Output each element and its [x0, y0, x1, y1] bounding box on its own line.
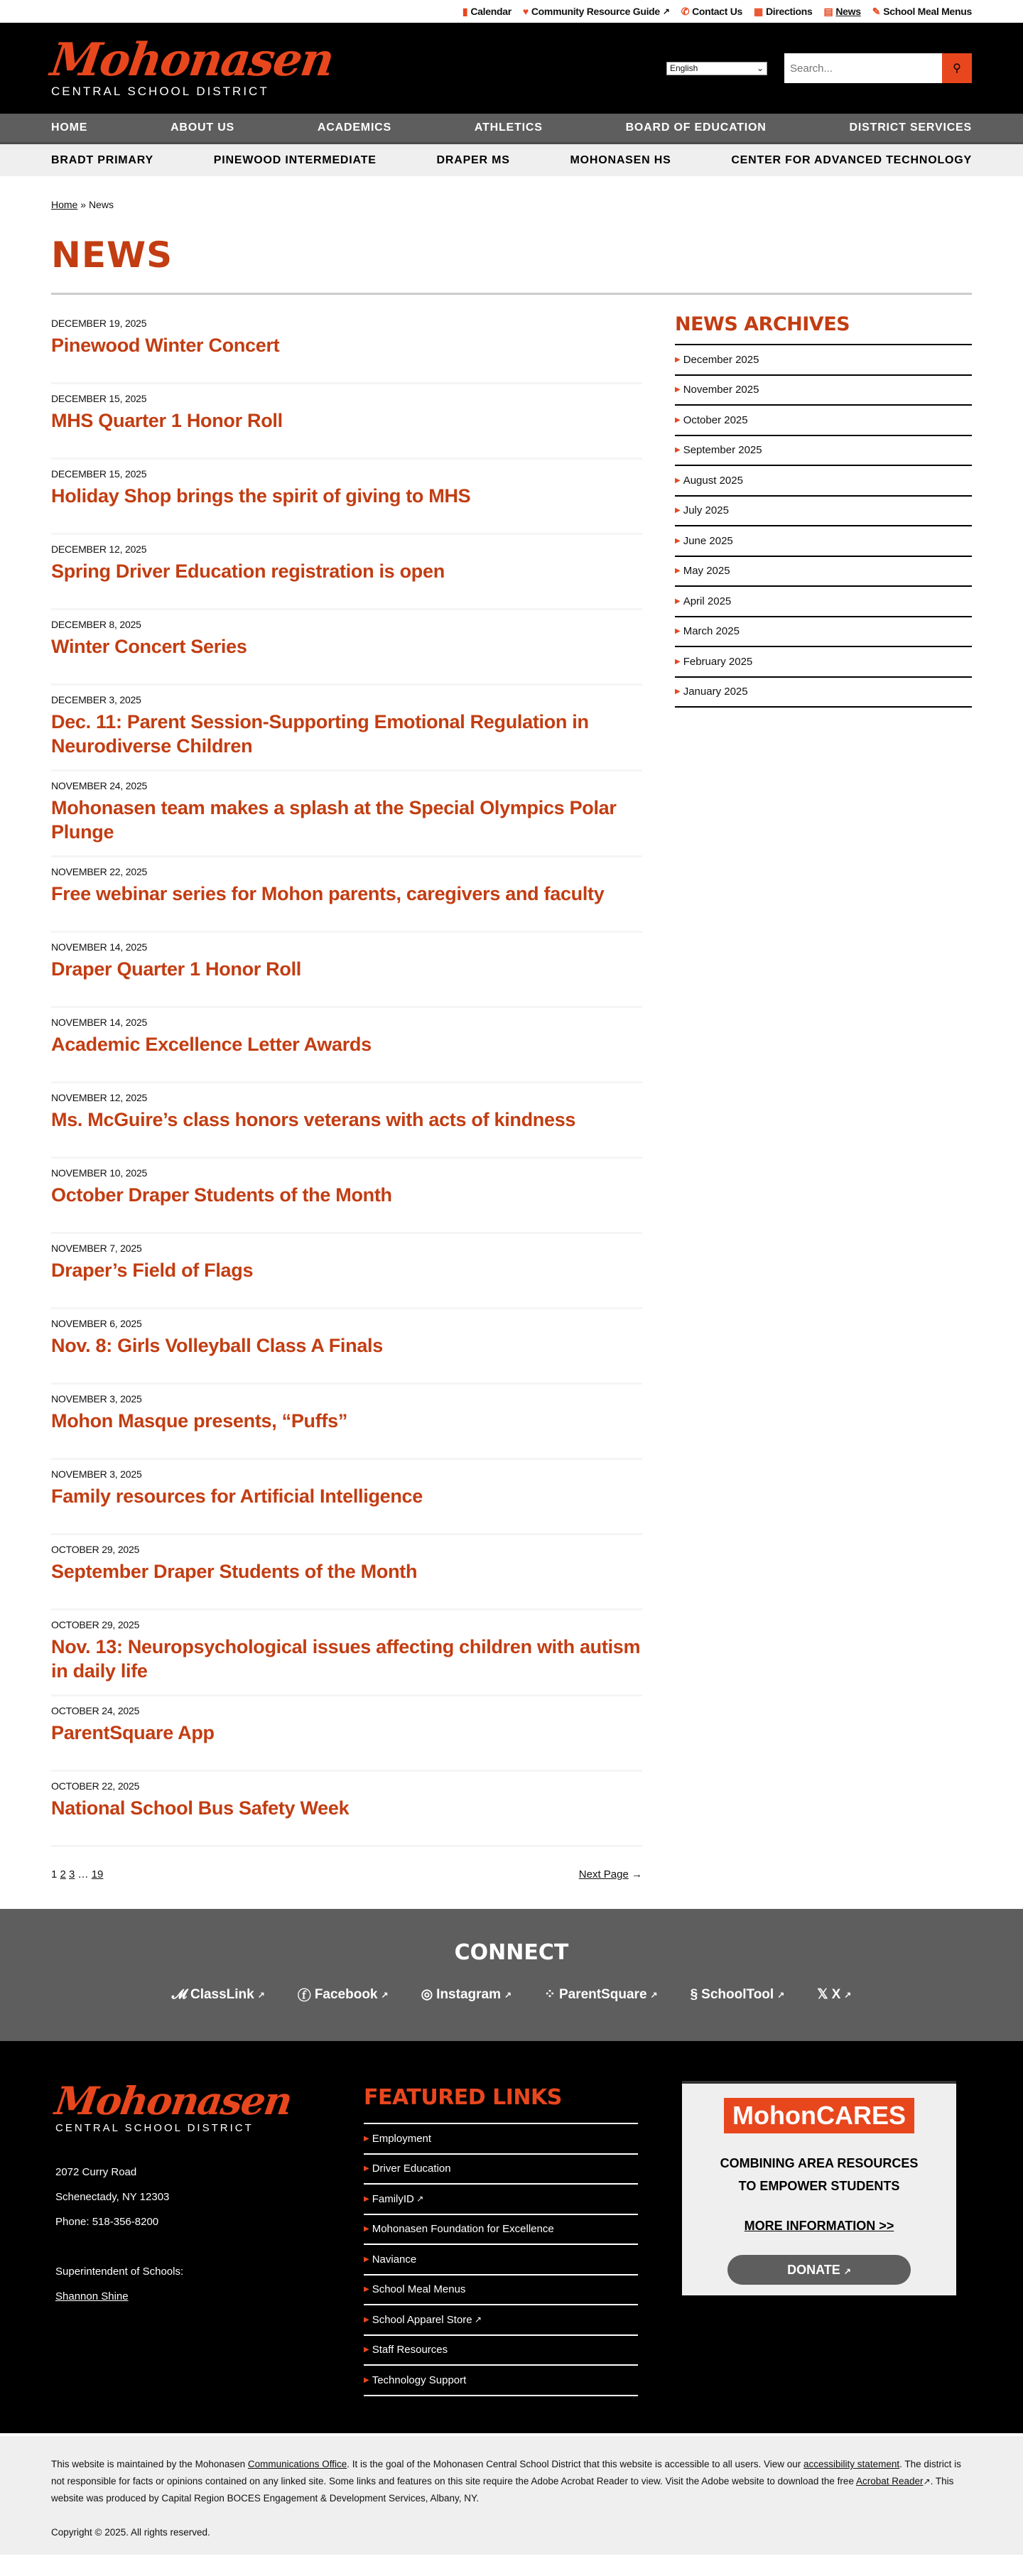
- news-list: [51, 295, 642, 1909]
- news-date: OCTOBER 22, 2025: [51, 1780, 140, 1792]
- news-date: NOVEMBER 7, 2025: [51, 1243, 142, 1254]
- featured-link[interactable]: [364, 2336, 638, 2366]
- archive-item[interactable]: [675, 436, 972, 467]
- news-item: [51, 1611, 642, 1696]
- news-item: [51, 460, 642, 535]
- heart-icon: ♥: [522, 6, 529, 17]
- news-item: [51, 1159, 642, 1234]
- news-title-link[interactable]: Academic Excellence Letter Awards: [51, 1034, 372, 1055]
- featured-link-label[interactable]: Technology Support: [372, 2374, 467, 2386]
- social-label: ClassLink: [190, 1986, 254, 2002]
- connect-section: [0, 1909, 1023, 2041]
- external-link-icon: ↗: [843, 2266, 851, 2276]
- logo-subtitle: CENTRAL SCHOOL DISTRICT: [51, 85, 269, 98]
- news-item: [51, 1008, 642, 1083]
- news-title-link[interactable]: Ms. McGuire’s class honors veterans with acts of kindness: [51, 1109, 576, 1130]
- utility-link-community-resource-guide[interactable]: [523, 6, 670, 17]
- phone: Phone: 518-356-8200: [55, 2216, 159, 2228]
- news-item: [51, 384, 642, 460]
- school-nav: [0, 144, 1023, 176]
- pagination: [51, 1847, 642, 1909]
- school-nav-item[interactable]: PINEWOOD INTERMEDIATE: [213, 153, 377, 166]
- nav-item[interactable]: ABOUT US: [170, 121, 235, 134]
- archive-link[interactable]: December 2025: [683, 353, 759, 366]
- news-title-link[interactable]: Mohon Masque presents, “Puffs”: [51, 1410, 348, 1432]
- news-date: OCTOBER 29, 2025: [51, 1544, 140, 1555]
- page-current: 1: [51, 1868, 58, 1880]
- archive-item[interactable]: [675, 617, 972, 648]
- news-date: DECEMBER 8, 2025: [51, 619, 141, 630]
- caret-right-icon: ▶: [364, 2376, 369, 2384]
- caret-right-icon: ▶: [675, 536, 681, 545]
- archives-heading: NEWS ARCHIVES: [675, 309, 972, 345]
- news-title-link[interactable]: Family resources for Artificial Intelligence: [51, 1485, 423, 1507]
- news-item: [51, 610, 642, 686]
- caret-right-icon: ▶: [364, 2225, 369, 2234]
- nav-item[interactable]: ACADEMICS: [317, 121, 392, 134]
- news-date: NOVEMBER 22, 2025: [51, 866, 148, 877]
- utility-link-label: Community Resource Guide: [531, 6, 660, 17]
- featured-link-label[interactable]: Staff Resources: [372, 2344, 448, 2356]
- external-link-icon: ↗: [844, 1989, 852, 2000]
- news-date: DECEMBER 15, 2025: [51, 393, 147, 404]
- archive-link[interactable]: January 2025: [683, 686, 748, 698]
- news-title-link[interactable]: Draper’s Field of Flags: [51, 1260, 254, 1281]
- news-date: DECEMBER 15, 2025: [51, 468, 147, 480]
- featured-link[interactable]: [364, 2215, 638, 2246]
- external-link-icon: ↗: [923, 2477, 931, 2486]
- featured-link[interactable]: [364, 2185, 638, 2215]
- news-item: [51, 1083, 642, 1159]
- calendar-icon: ▮: [462, 5, 468, 17]
- breadcrumb: [0, 176, 1023, 210]
- featured-link-label[interactable]: Driver Education: [372, 2163, 451, 2175]
- page-link[interactable]: 19: [91, 1868, 104, 1880]
- news-date: OCTOBER 24, 2025: [51, 1705, 140, 1716]
- schooltool-icon: §: [690, 1986, 698, 2002]
- caret-right-icon: ▶: [675, 627, 681, 636]
- carrot-icon: ✎: [872, 5, 881, 17]
- archive-link[interactable]: May 2025: [683, 565, 730, 578]
- site-header: [0, 23, 1023, 114]
- caret-right-icon: ▶: [675, 446, 681, 455]
- footer-logo[interactable]: [52, 2078, 364, 2134]
- news-item: [51, 933, 642, 1008]
- news-date: NOVEMBER 3, 2025: [51, 1393, 142, 1405]
- featured-link[interactable]: [364, 2275, 638, 2306]
- news-date: OCTOBER 29, 2025: [51, 1619, 140, 1630]
- caret-right-icon: ▶: [675, 386, 681, 394]
- caret-right-icon: ▶: [675, 597, 681, 605]
- legal-footer: [0, 2433, 1023, 2555]
- logo-wordmark: Mohonasen: [47, 33, 337, 87]
- page-link[interactable]: 3: [69, 1868, 75, 1880]
- caret-right-icon: ▶: [675, 567, 681, 575]
- utility-link-contact-us[interactable]: [681, 6, 742, 18]
- social-label: ParentSquare: [558, 1986, 647, 2002]
- news-date: NOVEMBER 6, 2025: [51, 1318, 142, 1329]
- logo-subtitle: CENTRAL SCHOOL DISTRICT: [55, 2122, 254, 2134]
- featured-link[interactable]: [364, 2155, 638, 2185]
- news-item: [51, 1309, 642, 1385]
- news-date: DECEMBER 12, 2025: [51, 543, 147, 555]
- social-link-schooltool[interactable]: [691, 1985, 785, 2004]
- news-title-link[interactable]: Free webinar series for Mohon parents, caregivers and faculty: [51, 883, 605, 904]
- search-icon: ⚲: [953, 63, 961, 75]
- phone-icon: ✆: [681, 5, 690, 17]
- news-title-link[interactable]: Winter Concert Series: [51, 636, 247, 657]
- cares-tagline: TO EMPOWER STUDENTS: [738, 2179, 900, 2193]
- archive-item[interactable]: [675, 557, 972, 588]
- caret-right-icon: ▶: [675, 355, 681, 364]
- school-nav-item[interactable]: BRADT PRIMARY: [51, 153, 154, 166]
- breadcrumb-home[interactable]: Home: [51, 199, 78, 210]
- utility-link-label: School Meal Menus: [883, 6, 972, 17]
- external-link-icon: ↗: [381, 1989, 389, 2000]
- caret-right-icon: ▶: [364, 2285, 369, 2294]
- news-title-link[interactable]: MHS Quarter 1 Honor Roll: [51, 410, 283, 431]
- caret-right-icon: ▶: [675, 688, 681, 696]
- nav-item[interactable]: DISTRICT SERVICES: [849, 121, 972, 134]
- archive-item[interactable]: [675, 376, 972, 406]
- nav-item[interactable]: BOARD OF EDUCATION: [625, 121, 767, 134]
- archive-item[interactable]: [675, 345, 972, 376]
- news-date: NOVEMBER 14, 2025: [51, 1017, 148, 1028]
- chevron-down-icon: ⌄: [756, 63, 764, 73]
- school-nav-item[interactable]: CENTER FOR ADVANCED TECHNOLOGY: [731, 153, 972, 166]
- news-title-link[interactable]: Dec. 11: Parent Session-Supporting Emotional Regulation in Neurodiverse Children: [51, 711, 589, 757]
- classlink-icon: 𝓜: [171, 1986, 187, 2002]
- instagram-icon: ◎: [421, 1987, 433, 2002]
- archive-link[interactable]: March 2025: [683, 625, 740, 638]
- archive-link[interactable]: June 2025: [683, 534, 733, 547]
- news-title-link[interactable]: Nov. 8: Girls Volleyball Class A Finals: [51, 1335, 383, 1356]
- news-title-link[interactable]: Nov. 13: Neuropsychological issues affecting children with autism in daily life: [51, 1636, 641, 1682]
- social-link-facebook[interactable]: [298, 1985, 389, 2004]
- news-title-link[interactable]: Holiday Shop brings the spirit of giving to MHS: [51, 485, 471, 507]
- connect-heading: CONNECT: [454, 1940, 569, 1965]
- school-nav-item[interactable]: MOHONASEN HS: [570, 153, 671, 166]
- utility-link-directions[interactable]: [754, 6, 812, 18]
- news-title-link[interactable]: September Draper Students of the Month: [51, 1561, 418, 1582]
- featured-link-label[interactable]: FamilyID: [372, 2192, 414, 2205]
- page-link[interactable]: 2: [60, 1868, 66, 1880]
- page-title: NEWS: [51, 234, 173, 276]
- text: . It is the goal of the Mohonasen Central School District that this website is accessible to all users. View our: [347, 2459, 804, 2469]
- superintendent-label: Superintendent of Schools:: [55, 2266, 184, 2278]
- archive-link[interactable]: February 2025: [683, 655, 753, 668]
- external-link-icon: ↗: [413, 2194, 424, 2204]
- news-item: [51, 1772, 642, 1847]
- legal-text: [51, 2456, 972, 2507]
- archive-link[interactable]: April 2025: [683, 595, 732, 607]
- social-link-instagram[interactable]: [421, 1985, 512, 2004]
- address: [55, 2160, 364, 2309]
- main-nav: [0, 114, 1023, 144]
- archive-item[interactable]: [675, 678, 972, 708]
- external-link-icon: ↗: [777, 1989, 785, 2000]
- caret-right-icon: ▶: [675, 416, 681, 424]
- caret-right-icon: ▶: [675, 657, 681, 666]
- news-item: [51, 1234, 642, 1309]
- utility-link-label: Contact Us: [692, 6, 743, 17]
- archive-link[interactable]: August 2025: [683, 474, 743, 487]
- copyright: Copyright © 2025. All rights reserved.: [51, 2527, 210, 2538]
- social-link-x[interactable]: [817, 1985, 851, 2004]
- news-date: NOVEMBER 10, 2025: [51, 1167, 148, 1179]
- featured-link-label[interactable]: Mohonasen Foundation for Excellence: [372, 2223, 554, 2236]
- text: This website is maintained by the Mohonasen: [51, 2459, 248, 2469]
- newspaper-icon: ▤: [823, 5, 833, 17]
- acrobat-reader-link[interactable]: Acrobat Reader: [855, 2476, 924, 2486]
- external-link-icon: ↗: [504, 1989, 512, 2000]
- news-item: [51, 1385, 642, 1460]
- news-date: DECEMBER 19, 2025: [51, 318, 147, 329]
- arrow-right-icon: →: [632, 1868, 642, 1880]
- caret-right-icon: ▶: [364, 2346, 369, 2354]
- logo-wordmark: Mohonasen: [52, 2078, 294, 2123]
- search-input[interactable]: [784, 53, 942, 83]
- next-page-link[interactable]: Next Page: [578, 1868, 629, 1880]
- external-link-icon: ↗: [662, 6, 670, 16]
- archive-link[interactable]: September 2025: [683, 444, 762, 457]
- news-title-link[interactable]: Pinewood Winter Concert: [51, 335, 280, 356]
- archive-item[interactable]: [675, 526, 972, 557]
- news-date: DECEMBER 3, 2025: [51, 694, 141, 705]
- archive-link[interactable]: November 2025: [683, 384, 759, 396]
- caret-right-icon: ▶: [675, 476, 681, 485]
- social-label: Instagram: [436, 1986, 501, 2002]
- featured-link[interactable]: [364, 2245, 638, 2275]
- news-title-link[interactable]: National School Bus Safety Week: [51, 1797, 350, 1819]
- featured-link[interactable]: [364, 2124, 638, 2155]
- featured-links-heading: FEATURED LINKS: [364, 2081, 638, 2124]
- donate-button[interactable]: [727, 2255, 911, 2285]
- donate-label: DONATE: [787, 2263, 840, 2277]
- news-item: [51, 1696, 642, 1772]
- caret-right-icon: ▶: [364, 2134, 369, 2143]
- featured-link[interactable]: [364, 2366, 638, 2396]
- archive-item[interactable]: [675, 406, 972, 436]
- mohoncares-badge: MohonCARES: [724, 2098, 914, 2133]
- text: . This website was produced by Capital Region BOCES Engagement & Development Services, Albany, NY.: [51, 2476, 954, 2504]
- utility-link-label: Directions: [765, 6, 813, 17]
- map-icon: ▦: [754, 5, 763, 17]
- cares-tagline: COMBINING AREA RESOURCES: [720, 2156, 919, 2170]
- news-date: NOVEMBER 12, 2025: [51, 1092, 148, 1103]
- news-title-link[interactable]: Spring Driver Education registration is open: [51, 561, 445, 582]
- utility-link-school-meal-menus[interactable]: [872, 6, 972, 18]
- breadcrumb-separator: »: [80, 199, 87, 210]
- social-label: SchoolTool: [701, 1986, 774, 2002]
- news-date: NOVEMBER 3, 2025: [51, 1468, 142, 1480]
- language-select[interactable]: [666, 62, 767, 75]
- nav-item[interactable]: ATHLETICS: [474, 121, 543, 134]
- school-nav-item[interactable]: DRAPER MS: [436, 153, 510, 166]
- district-logo[interactable]: [47, 33, 337, 99]
- archive-link[interactable]: July 2025: [683, 504, 729, 517]
- news-item: [51, 686, 642, 772]
- news-title-link[interactable]: Draper Quarter 1 Honor Roll: [51, 958, 301, 980]
- archive-item[interactable]: [675, 466, 972, 497]
- social-link-classlink[interactable]: [172, 1985, 265, 2004]
- caret-right-icon: ▶: [364, 2195, 369, 2203]
- news-date: NOVEMBER 14, 2025: [51, 941, 148, 953]
- caret-right-icon: ▶: [364, 2315, 369, 2324]
- superintendent-link[interactable]: Shannon Shine: [55, 2290, 129, 2302]
- mohoncares-box: [682, 2081, 956, 2295]
- external-link-icon: ↗: [257, 1989, 265, 2000]
- search-button[interactable]: [942, 53, 972, 83]
- news-date: NOVEMBER 24, 2025: [51, 780, 148, 791]
- news-item: [51, 1535, 642, 1611]
- archive-item[interactable]: [675, 497, 972, 527]
- featured-link-label[interactable]: School Meal Menus: [372, 2283, 466, 2296]
- x-icon: 𝕏: [817, 1987, 828, 2002]
- featured-link[interactable]: [364, 2305, 638, 2336]
- featured-link-label[interactable]: Naviance: [372, 2253, 417, 2266]
- news-item: [51, 1460, 642, 1535]
- address-line: 2072 Curry Road: [55, 2166, 137, 2178]
- news-item: [51, 772, 642, 857]
- news-item: [51, 857, 642, 933]
- text: . The district is not responsible for facts or opinions contained on any linked site. Some links and features on this site require the Adobe Acrobat Reader to view. Visit the Adobe website to download the free: [51, 2459, 961, 2486]
- utility-link-label: Calendar: [470, 6, 512, 17]
- page-ellipsis: …: [77, 1868, 89, 1880]
- more-information-link[interactable]: MORE INFORMATION >>: [744, 2219, 894, 2233]
- search-form: [784, 53, 972, 83]
- caret-right-icon: ▶: [364, 2255, 369, 2263]
- news-item: [51, 309, 642, 384]
- caret-right-icon: ▶: [364, 2165, 369, 2173]
- breadcrumb-current: News: [88, 199, 114, 210]
- site-footer: [0, 2041, 1023, 2433]
- archive-item[interactable]: [675, 587, 972, 617]
- social-link-parentsquare[interactable]: [544, 1985, 658, 2004]
- news-title-link[interactable]: Mohonasen team makes a splash at the Special Olympics Polar Plunge: [51, 797, 617, 843]
- utility-link-news[interactable]: [823, 6, 860, 18]
- social-label: Facebook: [314, 1986, 378, 2002]
- utility-link-label: News: [835, 6, 861, 17]
- featured-link-label[interactable]: Employment: [372, 2132, 432, 2145]
- social-label: X: [831, 1986, 841, 2002]
- archive-link[interactable]: October 2025: [683, 413, 748, 426]
- facebook-icon: ⓕ: [297, 1988, 311, 2003]
- communications-office-link[interactable]: Communications Office: [247, 2459, 347, 2469]
- archives-sidebar: [675, 295, 972, 1909]
- utility-bar: [0, 0, 1023, 23]
- caret-right-icon: ▶: [675, 507, 681, 515]
- address-line: Schenectady, NY 12303: [55, 2191, 170, 2203]
- archive-item[interactable]: [675, 647, 972, 678]
- news-title-link[interactable]: ParentSquare App: [51, 1722, 215, 1743]
- featured-link-label[interactable]: School Apparel Store: [372, 2313, 472, 2326]
- nav-item[interactable]: HOME: [51, 121, 88, 134]
- language-value: English: [670, 63, 698, 73]
- accessibility-statement-link[interactable]: accessibility statement: [803, 2459, 900, 2469]
- news-item: [51, 535, 642, 610]
- parentsquare-icon: ⁘: [544, 1987, 556, 2002]
- external-link-icon: ↗: [472, 2315, 482, 2325]
- utility-link-calendar[interactable]: [462, 6, 512, 18]
- news-title-link[interactable]: October Draper Students of the Month: [51, 1184, 392, 1206]
- external-link-icon: ↗: [650, 1989, 658, 2000]
